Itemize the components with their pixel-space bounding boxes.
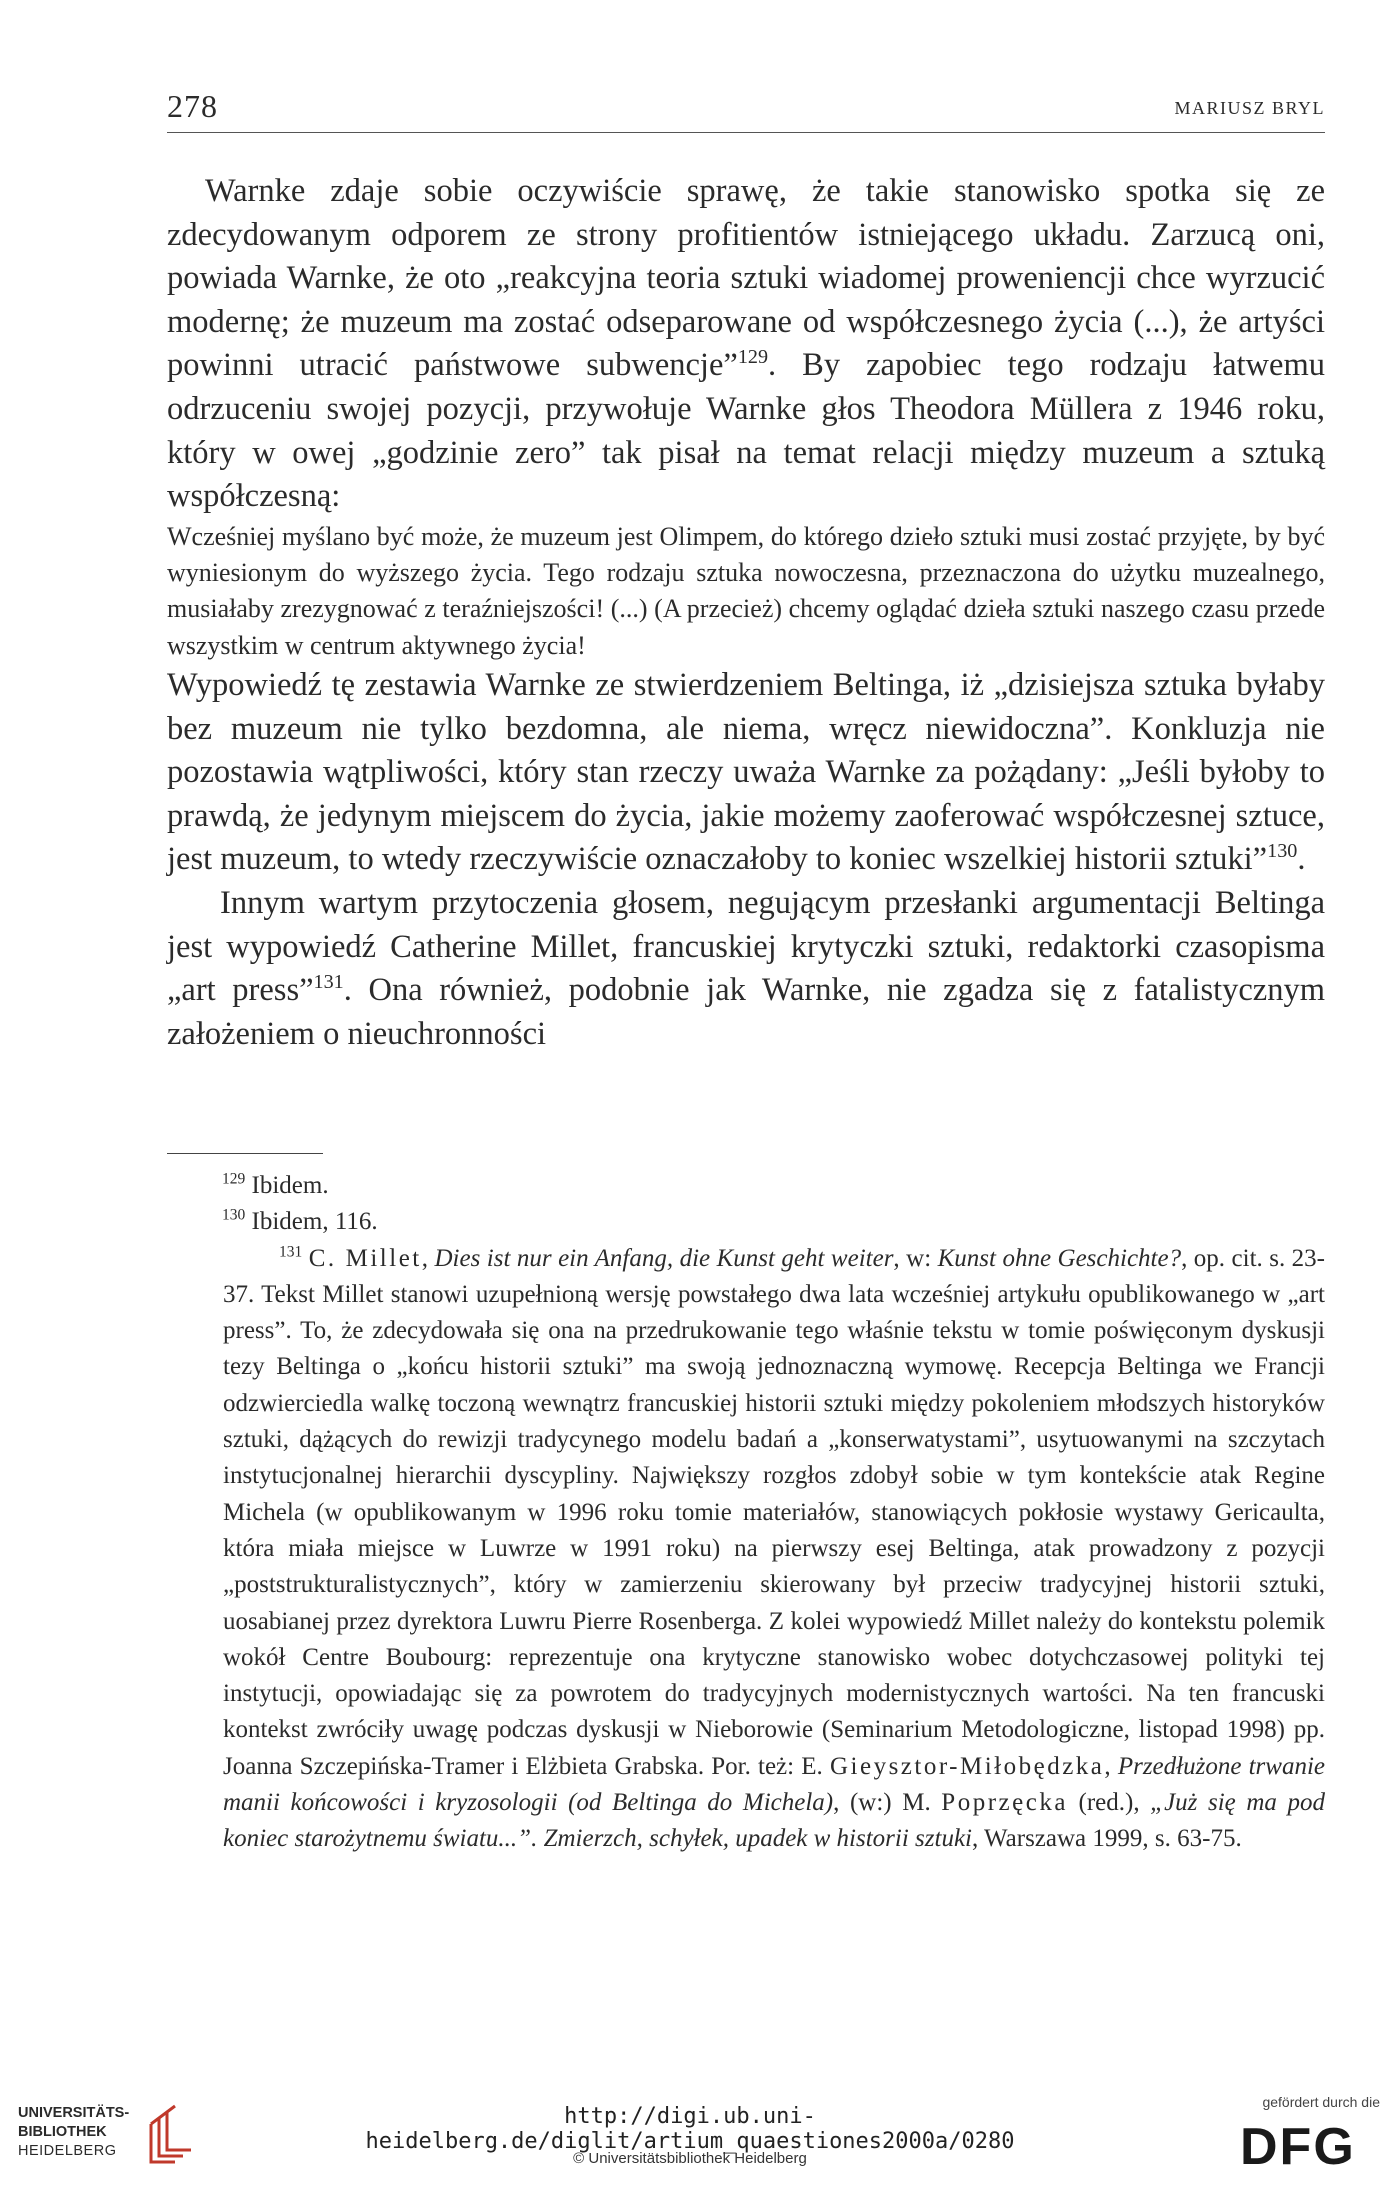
library-name [18,2104,143,2161]
footnote-number: 131 [279,1243,303,1261]
footnote-number: 129 [222,1170,246,1188]
footnote-number: 130 [222,1206,246,1224]
paragraph-3-text-cont: . Ona również, podobnie jak Warnke, nie zgadza się z fatalistycznym założeniem o nieuchronności [167,972,1326,1052]
footnote-129 [167,1168,1325,1204]
footnote-separator: , [1104,1752,1118,1780]
footnotes [167,1168,1325,1858]
permalink-url[interactable]: http://digi.ub.uni-heidelberg.de/diglit/artium_quaestiones2000a/0280 [365,2104,1015,2154]
page-header [167,88,1325,133]
footnote-separator: , [421,1244,435,1272]
viewer-footer [0,2080,1395,2185]
paragraph-3-text: Innym wartym przytoczenia głosem, negującym przesłanki argumentacji Beltinga jest wypowiedź Catherine Millet, francuskiej krytyczki sztuki, redaktorki czasopisma „art press” [167,884,1325,1009]
dfg-caption: gefördert durch die [1262,2094,1380,2110]
footnote-separator: , w: [893,1244,938,1272]
footnote-131 [167,1241,1325,1858]
paragraph-2 [167,664,1325,882]
footnote-text: Ibidem. [251,1172,329,1199]
main-text [167,170,1325,1056]
paragraph-2-text: Wypowiedź tę zestawia Warnke ze stwierdzeniem Beltinga, iż „dzisiejsza sztuka byłaby bez muzeum nie tylko bezdomna, ale niema, wręcz niewidoczna”. Konkluzja nie pozostawia wątpliwości, który stan rzeczy uważa Warnke za pożądany: „Jeśli byłoby to prawdą, że jedynym miejscem do życia, jakie możemy zaoferować współczesnej sztuce, jest muzeum, to wtedy rzeczywiście oznaczałoby to koniec wszelkiej historii sztuki” [167,666,1325,878]
footnote-end: , Warszawa 1999, s. 63-75. [972,1825,1242,1853]
footnote-author: Poprzęcka [941,1789,1068,1817]
running-head: MARIUSZ BRYL [1174,98,1325,118]
footnote-divider [167,1153,323,1154]
footnote-text: Ibidem, 116. [251,1208,378,1236]
block-quote: Wcześniej myślano być może, że muzeum jest Olimpem, do którego dzieło sztuki musi zostać przyjęte, by być wyniesionym do wyższego życia. Tego rodzaju sztuka nowoczesna, przeznaczona do użytku muzealnego, musiałaby zrezygnować z teraźniejszości! (...) (A przecież) chcemy oglądać dzieła sztuki naszego czasu przede wszystkim w centrum aktywnego życia! [167,521,1325,660]
library-name-line: BIBLIOTHEK [18,2124,107,2140]
dfg-logo-text: DFG [1240,2118,1356,2168]
dfg-logo-icon[interactable] [1238,2118,1368,2168]
footnote-ref-130[interactable]: 130 [1267,840,1298,863]
page-number: 278 [167,88,218,124]
footnote-separator: (red.), [1067,1789,1151,1817]
library-name-line: HEIDELBERG [18,2143,117,2159]
footnote-title: Przedłużone trwanie manii końcowości i kryzosologii (od Beltinga do Michela) [223,1752,1325,1817]
footnote-body: , op. cit. s. 23-37. Tekst Millet stanowi uzupełnioną wersję powstałego dwa lata wcześniej artykułu opublikowanego w „art press”. To, że zdecydowała się ona na przedrukowanie tego właśnie tekstu w tomie poświęconym dyskusji tezy Beltinga o „końcu historii sztuki” ma swoją jednoznaczną wymowę. Recepcja Beltinga we Francji odzwierciedla walkę toczoną wewnątrz francuskiej historii sztuki między pokoleniem młodszych historyków sztuki, dążących do rewizji tradycynego modelu badań a „konserwatystami”, usytuowanymi na szczytach instytucjonalnej hierarchii dyscypliny. Największy rozgłos zdobył sobie w tym kontekście atak Regine Michela (w opublikowanym w 1996 roku tomie materiałów, stanowiących pokłosie wystawy Gericaulta, która miała miejsce w Luwrze w 1991 roku) na pierwszy esej Beltinga, atak prowadzony z pozycji „poststrukturalistycznych”, który w zamierzeniu skierowany był przeciw tradycyjnej historii sztuki, uosabianej przez dyrektora Luwru Pierre Rosenberga. Z kolei wypowiedź Millet należy do kontekstu polemik wokół Centre Boubourg: reprezentuje ona krytyczne stanowisko wobec dotychczasowej polityki tej instytucji, opowiadając się za powrotem do tradycyjnych modernistycznych wartości. Na ten francuski kontekst zwróciły uwagę podczas dyskusji w Nieborowie (Seminarium Metodologiczne, listopad 1998) pp. Joanna Szczepińska-Tramer i Elżbieta Grabska. Por. też: E. [223,1244,1326,1780]
footnote-book-title: Kunst ohne Geschichte? [937,1244,1182,1272]
footnote-title: „Już się ma pod koniec starożytnemu światu...”. Zmierzch, schyłek, upadek w historii sztuki [223,1789,1325,1853]
library-logo[interactable] [18,2104,218,2166]
paragraph-1-text: Warnke zdaje sobie oczywiście sprawę, że takie stanowisko spotka się ze zdecydowanym odporem ze strony profitientów istniejącego układu. Zarzucą oni, powiada Warnke, że oto „reakcyjna teoria sztuki wiadomej proweniencji chce wyrzucić modernę; że muzeum ma zostać odseparowane od współczesnego życia (...), że artyści powinni utracić państwowe subwencje” [167,173,1325,384]
paragraph-1-text-cont: . By zapobiec tego rodzaju łatwemu odrzuceniu swojej pozycji, przywołuje Warnke głos Theodora Müllera z 1946 roku, który w owej „godzinie zero” tak pisał na temat relacji między muzeum a sztuką współczesną: [167,347,1325,515]
copyright-notice: © Universitätsbibliothek Heidelberg [573,2150,807,2167]
footnote-title: Dies ist nur ein Anfang, die Kunst geht weiter [434,1244,894,1272]
footnote-author: C. Millet [308,1244,422,1272]
footnote-130 [167,1204,1325,1240]
paragraph-1 [167,170,1325,519]
footnote-ref-131[interactable]: 131 [313,971,344,994]
paragraph-2-text-cont: . [1297,841,1306,878]
ub-heidelberg-logo-icon [145,2104,195,2166]
footnote-ref-129[interactable]: 129 [737,346,769,369]
paragraph-3 [167,882,1325,1056]
footnote-author: Gieysztor-Miłobędzka [829,1752,1105,1780]
footnote-separator: , (w:) M. [833,1789,942,1817]
library-name-line: UNIVERSITÄTS- [18,2105,130,2121]
